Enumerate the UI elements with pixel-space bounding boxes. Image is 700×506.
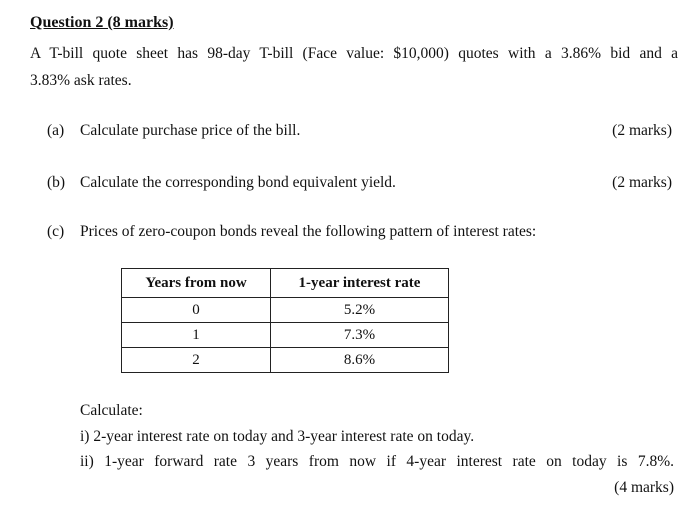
calculate-label: Calculate: (80, 402, 143, 419)
table-row (122, 323, 449, 348)
part-a-label: (a) (47, 122, 65, 139)
table-row (122, 298, 449, 323)
part-c-marks: (4 marks) (614, 479, 674, 496)
question-title: Question 2 (8 marks) (30, 14, 174, 31)
part-a-marks: (2 marks) (612, 122, 672, 139)
table-header-years: Years from now (122, 269, 271, 298)
table-cell-rate: 8.6% (271, 348, 449, 373)
part-b-label: (b) (47, 174, 66, 191)
calculate-item-1: i) 2-year interest rate on today and 3-year interest rate on today. (80, 428, 475, 445)
part-b-marks: (2 marks) (612, 174, 672, 191)
question-intro-line-2: 3.83% ask rates. (30, 72, 132, 89)
part-c-text: Prices of zero-coupon bonds reveal the following pattern of interest rates: (80, 223, 537, 240)
table-cell-years: 2 (122, 348, 271, 373)
part-a-text: Calculate purchase price of the bill. (80, 122, 301, 139)
part-b-text: Calculate the corresponding bond equivalent yield. (80, 174, 396, 191)
interest-rate-table (121, 268, 449, 373)
part-c-label: (c) (47, 223, 65, 240)
table-header-row (122, 269, 449, 298)
table-cell-rate: 7.3% (271, 323, 449, 348)
table-cell-years: 1 (122, 323, 271, 348)
question-intro-line-1: A T-bill quote sheet has 98-day T-bill (Face value: $10,000) quotes with a 3.86% bid and a (30, 45, 678, 62)
table-header-rate: 1-year interest rate (271, 269, 449, 298)
table-cell-years: 0 (122, 298, 271, 323)
calculate-item-2: ii) 1-year forward rate 3 years from now if 4-year interest rate on today is 7.8%. (80, 453, 674, 470)
table-cell-rate: 5.2% (271, 298, 449, 323)
table-row (122, 348, 449, 373)
